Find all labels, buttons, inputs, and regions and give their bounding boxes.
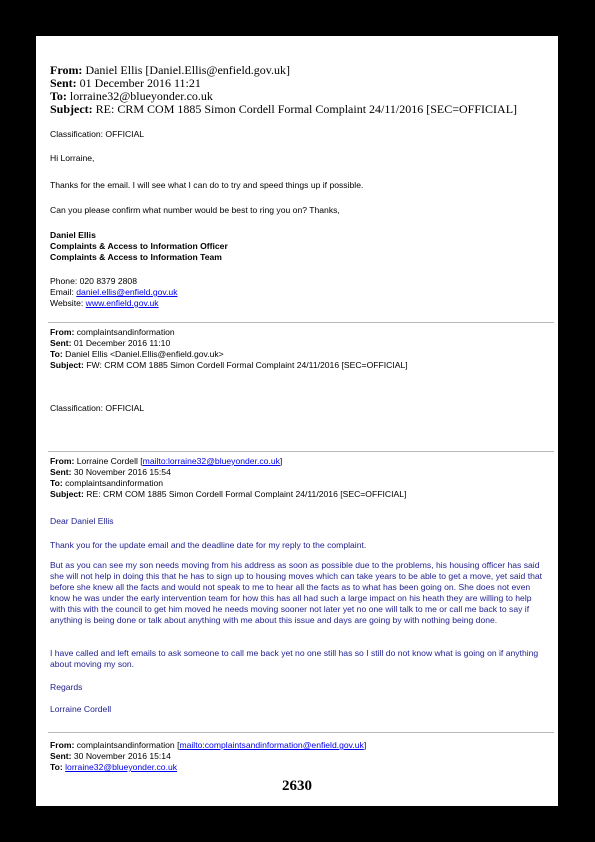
sent-value: 01 December 2016 11:21	[79, 76, 201, 90]
email4-sent-line	[50, 751, 366, 762]
divider	[48, 322, 554, 323]
email3-paragraph-1: Thank you for the update email and the deadline date for my reply to the complaint.	[50, 540, 367, 550]
email-label: Email:	[50, 287, 77, 297]
email4-to-line	[50, 762, 366, 773]
email1-paragraph-2: Can you please confirm what number would be best to ring you on? Thanks,	[50, 205, 340, 215]
sent-label: Sent:	[50, 467, 72, 477]
email3-greeting: Dear Daniel Ellis	[50, 516, 114, 526]
email2-to-line	[50, 349, 408, 360]
email2-classification: Classification: OFFICIAL	[50, 403, 145, 413]
email1-paragraph-1: Thanks for the email. I will see what I can do to try and speed things up if possible.	[50, 180, 364, 190]
signature-title: Complaints & Access to Information Officer	[50, 241, 228, 251]
email4-header	[50, 740, 366, 773]
to-label: To:	[50, 478, 63, 488]
page-number: 2630	[282, 778, 312, 794]
email3-paragraph-3: I have called and left emails to ask someone to call me back yet no one still has so I still do not know what is going on if anything about moving my son.	[50, 648, 539, 669]
phone-number: Phone: 020 8379 2808	[50, 276, 137, 286]
sent-label: Sent:	[50, 338, 72, 348]
to-value: complaintsandinformation	[65, 478, 164, 488]
subject-value: RE: CRM COM 1885 Simon Cordell Formal Complaint 24/11/2016 [SEC=OFFICIAL]	[95, 102, 518, 116]
from-label: From:	[50, 327, 75, 337]
email3-signature: Lorraine Cordell	[50, 704, 112, 714]
signature-team: Complaints & Access to Information Team	[50, 252, 222, 262]
from-label: From:	[50, 456, 75, 466]
from-value: Daniel Ellis [Daniel.Ellis@enfield.gov.uk]	[85, 63, 290, 77]
email1-subject-line	[50, 103, 517, 116]
email3-regards: Regards	[50, 682, 83, 692]
sent-value: 01 December 2016 11:10	[73, 338, 171, 348]
sent-label: Sent:	[50, 751, 72, 761]
from-value: complaintsandinformation [	[76, 740, 180, 750]
website-link[interactable]: www.enfield.gov.uk	[85, 298, 159, 308]
subject-value: RE: CRM COM 1885 Simon Cordell Formal Complaint 24/11/2016 [SEC=OFFICIAL]	[86, 489, 407, 499]
to-link[interactable]: lorraine32@blueyonder.co.uk	[65, 762, 178, 772]
email1-greeting: Hi Lorraine,	[50, 153, 95, 163]
to-label: To:	[50, 89, 67, 103]
website-line	[50, 298, 178, 309]
to-label: To:	[50, 762, 63, 772]
subject-label: Subject:	[50, 102, 93, 116]
to-label: To:	[50, 349, 63, 359]
divider	[48, 732, 554, 733]
from-label: From:	[50, 740, 75, 750]
email2-sent-line	[50, 338, 408, 349]
email3-header	[50, 456, 406, 500]
sent-value: 30 November 2016 15:54	[73, 467, 171, 477]
email2-header	[50, 327, 408, 371]
email3-to-line	[50, 478, 406, 489]
email1-header	[50, 64, 517, 116]
email3-paragraph-2: But as you can see my son needs moving from his address as soon as possible due to the problems, his housing officer has said she will not help in doing this that he has to sign up to housing moves which can take years to be able to get a move, yet said that before she knew all the facts and would not speak to me to hear all the facts as to what has been going on. She does not even know he was under the early intervention team for how this has all had such a large impact on his heath they are willing to help with this with the council to get him moved he needs moving sooner not later yet no one will talk to me or call me back to say if anything is being done or talk about anything with me about this issue and days are going by with nothing being done.	[50, 560, 543, 625]
from-label: From:	[50, 63, 83, 77]
mailto-link[interactable]: mailto:complaintsandinformation@enfield.gov.uk	[179, 740, 364, 750]
sent-value: 30 November 2016 15:14	[73, 751, 171, 761]
email4-from-line	[50, 740, 366, 751]
subject-label: Subject:	[50, 489, 84, 499]
document-page	[36, 36, 558, 806]
email3-from-line	[50, 456, 406, 467]
subject-value: FW: CRM COM 1885 Simon Cordell Formal Complaint 24/11/2016 [SEC=OFFICIAL]	[86, 360, 408, 370]
email2-subject-line	[50, 360, 408, 371]
to-value: Daniel Ellis <Daniel.Ellis@enfield.gov.uk>	[65, 349, 224, 359]
to-value: lorraine32@blueyonder.co.uk	[69, 89, 213, 103]
from-value: complaintsandinformation	[76, 327, 175, 337]
email3-subject-line	[50, 489, 406, 500]
divider	[48, 451, 554, 452]
signature-name: Daniel Ellis	[50, 230, 96, 240]
contact-block	[50, 276, 178, 309]
email2-from-line	[50, 327, 408, 338]
subject-label: Subject:	[50, 360, 84, 370]
from-value: Lorraine Cordell [	[76, 456, 143, 466]
bracket: ]	[363, 740, 367, 750]
email1-classification: Classification: OFFICIAL	[50, 129, 145, 139]
website-label: Website:	[50, 298, 86, 308]
email3-sent-line	[50, 467, 406, 478]
signature-block	[50, 230, 228, 263]
sent-label: Sent:	[50, 76, 77, 90]
email-line	[50, 287, 178, 298]
email-link[interactable]: daniel.ellis@enfield.gov.uk	[76, 287, 178, 297]
bracket: ]	[279, 456, 283, 466]
mailto-link[interactable]: mailto:lorraine32@blueyonder.co.uk	[142, 456, 280, 466]
